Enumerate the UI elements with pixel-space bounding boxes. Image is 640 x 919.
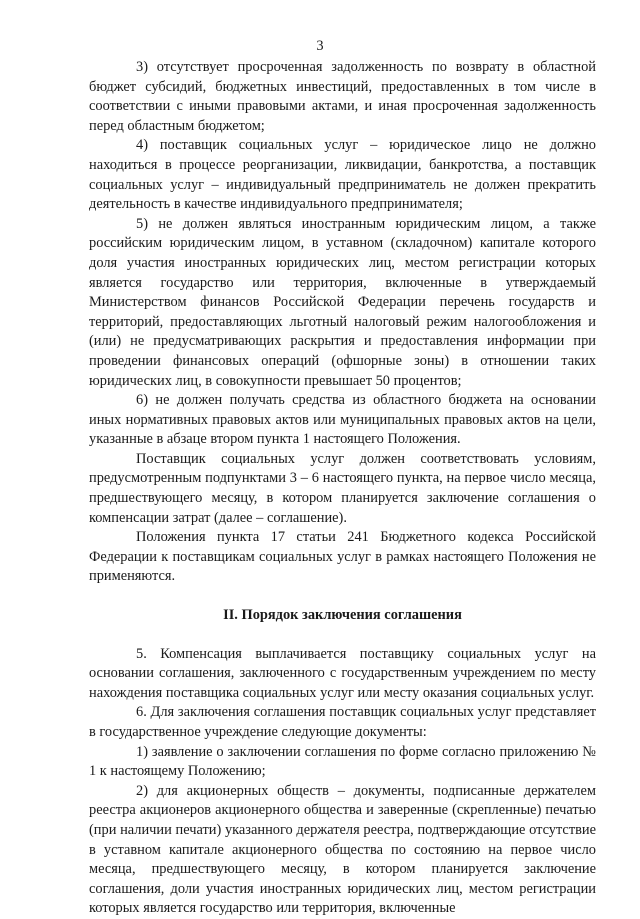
- paragraph-conditions: Поставщик социальных услуг должен соответствовать условиям, предусмотренным подпунктами 3 – 6 настоящего пункта, на первое число месяца, предшествующего месяцу, в котором планируется заключение соглашения о компенсации затрат (далее – соглашение).: [89, 450, 596, 526]
- paragraph-item-6: 6) не должен получать средства из областного бюджета на основании иных нормативных правовых актов или муниципальных правовых актов на цели, указанные в абзаце втором пункта 1 настоящего Положения.: [89, 392, 596, 448]
- paragraph-item-4: 4) поставщик социальных услуг – юридическое лицо не должно находиться в процессе реорганизации, ликвидации, банкротства, а поставщик социальных услуг – индивидуальный предприниматель не должен прекратить деятельность в качестве индивидуального предпринимателя;: [89, 137, 596, 213]
- paragraph-point-6: 6. Для заключения соглашения поставщик социальных услуг представляет в государственное учреждение следующие документы:: [89, 704, 596, 740]
- paragraph-point-5: 5. Компенсация выплачивается поставщику социальных услуг на основании соглашения, заключенного с государственным учреждением по месту нахождения поставщика социальных услуг или месту оказания социальных услуг.: [89, 645, 596, 701]
- document-body: [89, 58, 596, 919]
- section-heading: II. Порядок заключения соглашения: [223, 607, 462, 624]
- paragraph-subpoint-2: 2) для акционерных обществ – документы, подписанные держателем реестра акционеров акционерного общества и заверенные (скрепленные) печатью (при наличии печати) указанного держателя реестра, подтверждающие отсутствие в уставном капитале акционерного общества по состоянию на первое число месяца, предшествующего месяцу, в котором планируется заключение соглашения, доли участия иностранных юридических лиц, местом регистрации которых является государство или территория, включенные: [89, 782, 596, 917]
- paragraph-item-3: 3) отсутствует просроченная задолженность по возврату в областной бюджет субсидий, бюджетных инвестиций, предоставленных в том числе в соответствии с иными правовыми актами, и иная просроченная задолженность перед областным бюджетом;: [89, 59, 596, 134]
- page-number: 3: [316, 38, 324, 54]
- paragraph-subpoint-1: 1) заявление о заключении соглашения по форме согласно приложению № 1 к настоящему Положению;: [89, 743, 596, 780]
- paragraph-budget-code: Положения пункта 17 статьи 241 Бюджетного кодекса Российской Федерации к поставщикам социальных услуг в рамках настоящего Положения не применяются.: [89, 529, 596, 585]
- paragraph-item-5: 5) не должен являться иностранным юридическим лицом, а также российским юридическим лицом, в уставном (складочном) капитале которого доля участия иностранных юридических лиц, местом регистрации которых является государство или территория, включенные в утверждаемый Министерством финансов Российской Федерации перечень государств и территорий, предоставляющих льготный налоговый режим налогообложения и (или) не предусматривающих раскрытия и предоставления информации при проведении финансовых операций (офшорные зоны) в отношении таких юридических лиц, в совокупности превышает 50 процентов;: [89, 215, 596, 389]
